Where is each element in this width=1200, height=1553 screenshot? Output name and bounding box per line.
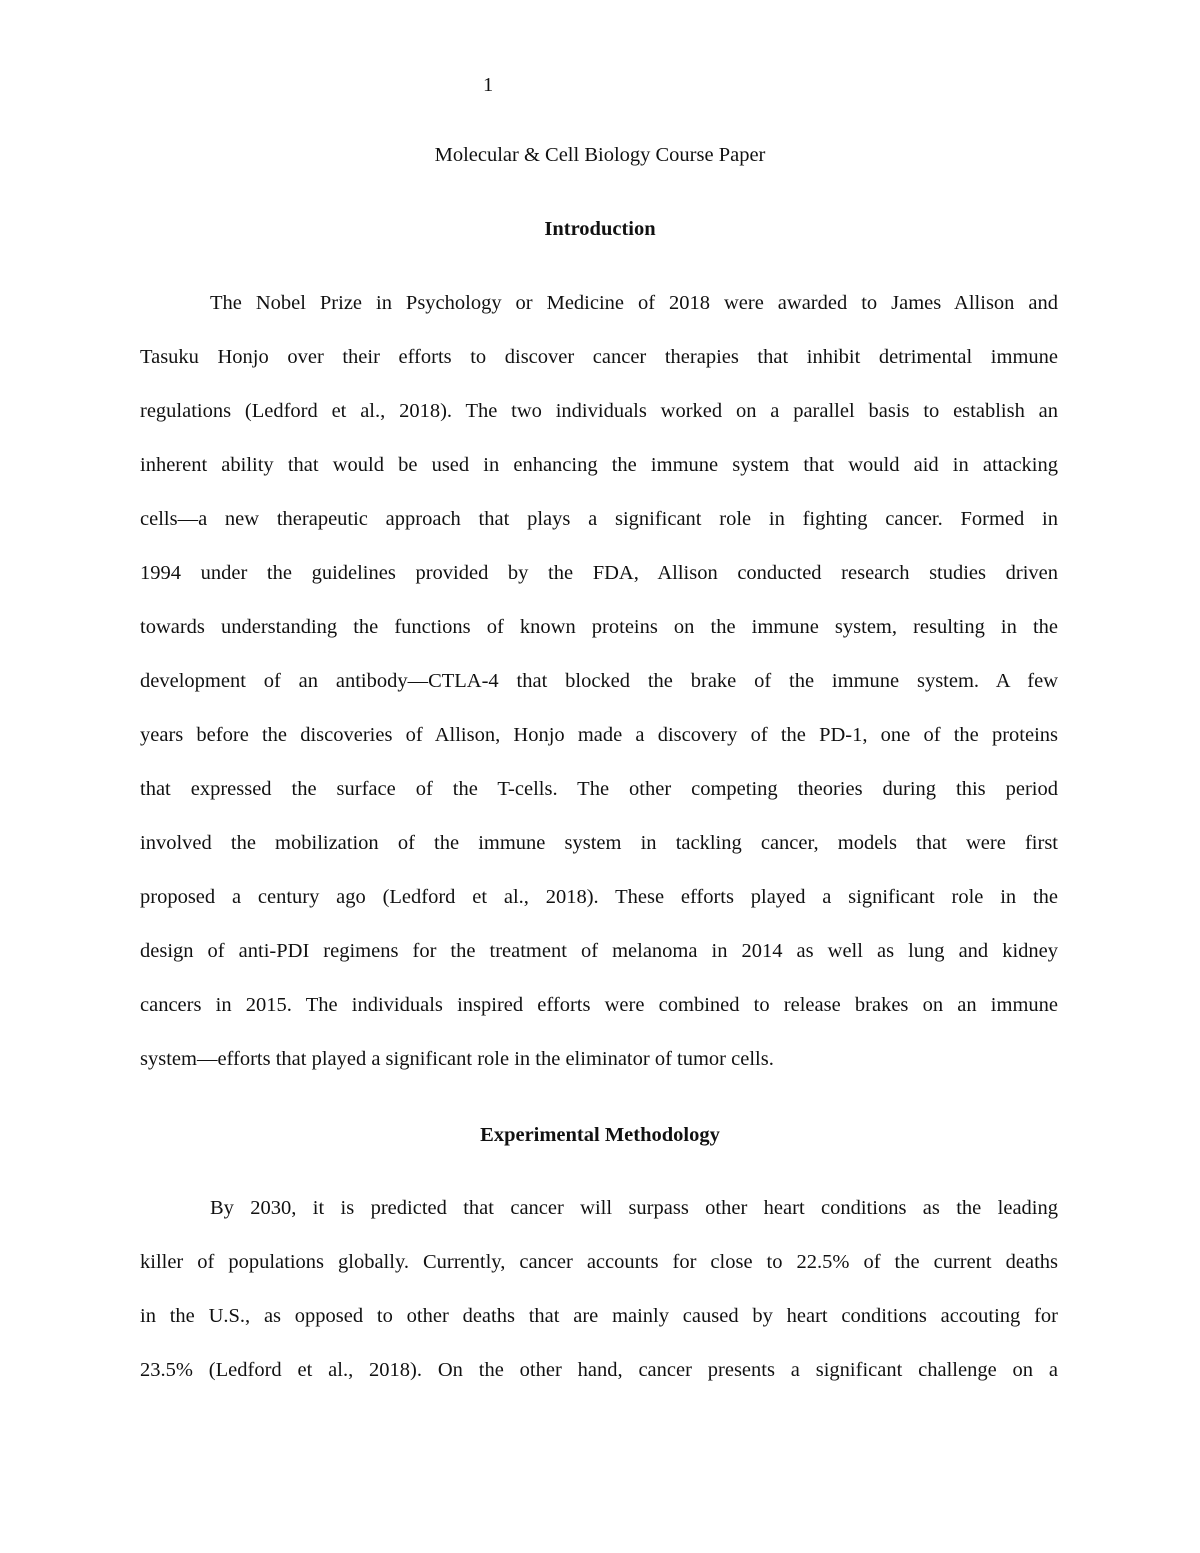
paragraph-line: proposed a century ago (Ledford et al., 2018). These efforts played a significant role in the	[140, 886, 1058, 908]
paragraph-line: involved the mobilization of the immune system in tackling cancer, models that were first	[140, 832, 1058, 854]
paragraph-line: years before the discoveries of Allison, Honjo made a discovery of the PD-1, one of the proteins	[140, 724, 1058, 746]
paragraph-line: system—efforts that played a significant role in the eliminator of tumor cells.	[140, 1048, 774, 1070]
paragraph-line: that expressed the surface of the T-cells. The other competing theories during this period	[140, 778, 1058, 800]
document-title: Molecular & Cell Biology Course Paper	[434, 144, 766, 166]
paragraph-line: towards understanding the functions of known proteins on the immune system, resulting in the	[140, 616, 1058, 638]
paragraph-line: The Nobel Prize in Psychology or Medicine of 2018 were awarded to James Allison and	[210, 292, 1058, 314]
paragraph-line: 1994 under the guidelines provided by the FDA, Allison conducted research studies driven	[140, 562, 1058, 584]
paragraph-line: Tasuku Honjo over their efforts to discover cancer therapies that inhibit detrimental immune	[140, 346, 1058, 368]
paragraph-line: inherent ability that would be used in enhancing the immune system that would aid in attacking	[140, 454, 1058, 476]
paragraph-line: development of an antibody—CTLA-4 that blocked the brake of the immune system. A few	[140, 670, 1058, 692]
paragraph-line: regulations (Ledford et al., 2018). The two individuals worked on a parallel basis to establish an	[140, 400, 1058, 422]
page-number: 1	[483, 74, 494, 96]
paragraph-line: 23.5% (Ledford et al., 2018). On the other hand, cancer presents a significant challenge on a	[140, 1359, 1058, 1381]
paragraph-line: killer of populations globally. Currently, cancer accounts for close to 22.5% of the current deaths	[140, 1251, 1058, 1273]
paragraph-line: cells—a new therapeutic approach that plays a significant role in fighting cancer. Formed in	[140, 508, 1058, 530]
section-heading: Introduction	[544, 218, 656, 240]
paragraph-line: By 2030, it is predicted that cancer will surpass other heart conditions as the leading	[210, 1197, 1058, 1219]
paragraph-line: design of anti-PDI regimens for the treatment of melanoma in 2014 as well as lung and kidney	[140, 940, 1058, 962]
paragraph-line: cancers in 2015. The individuals inspired efforts were combined to release brakes on an immune	[140, 994, 1058, 1016]
paragraph-line: in the U.S., as opposed to other deaths that are mainly caused by heart conditions accouting for	[140, 1305, 1058, 1327]
section-heading: Experimental Methodology	[480, 1124, 720, 1146]
